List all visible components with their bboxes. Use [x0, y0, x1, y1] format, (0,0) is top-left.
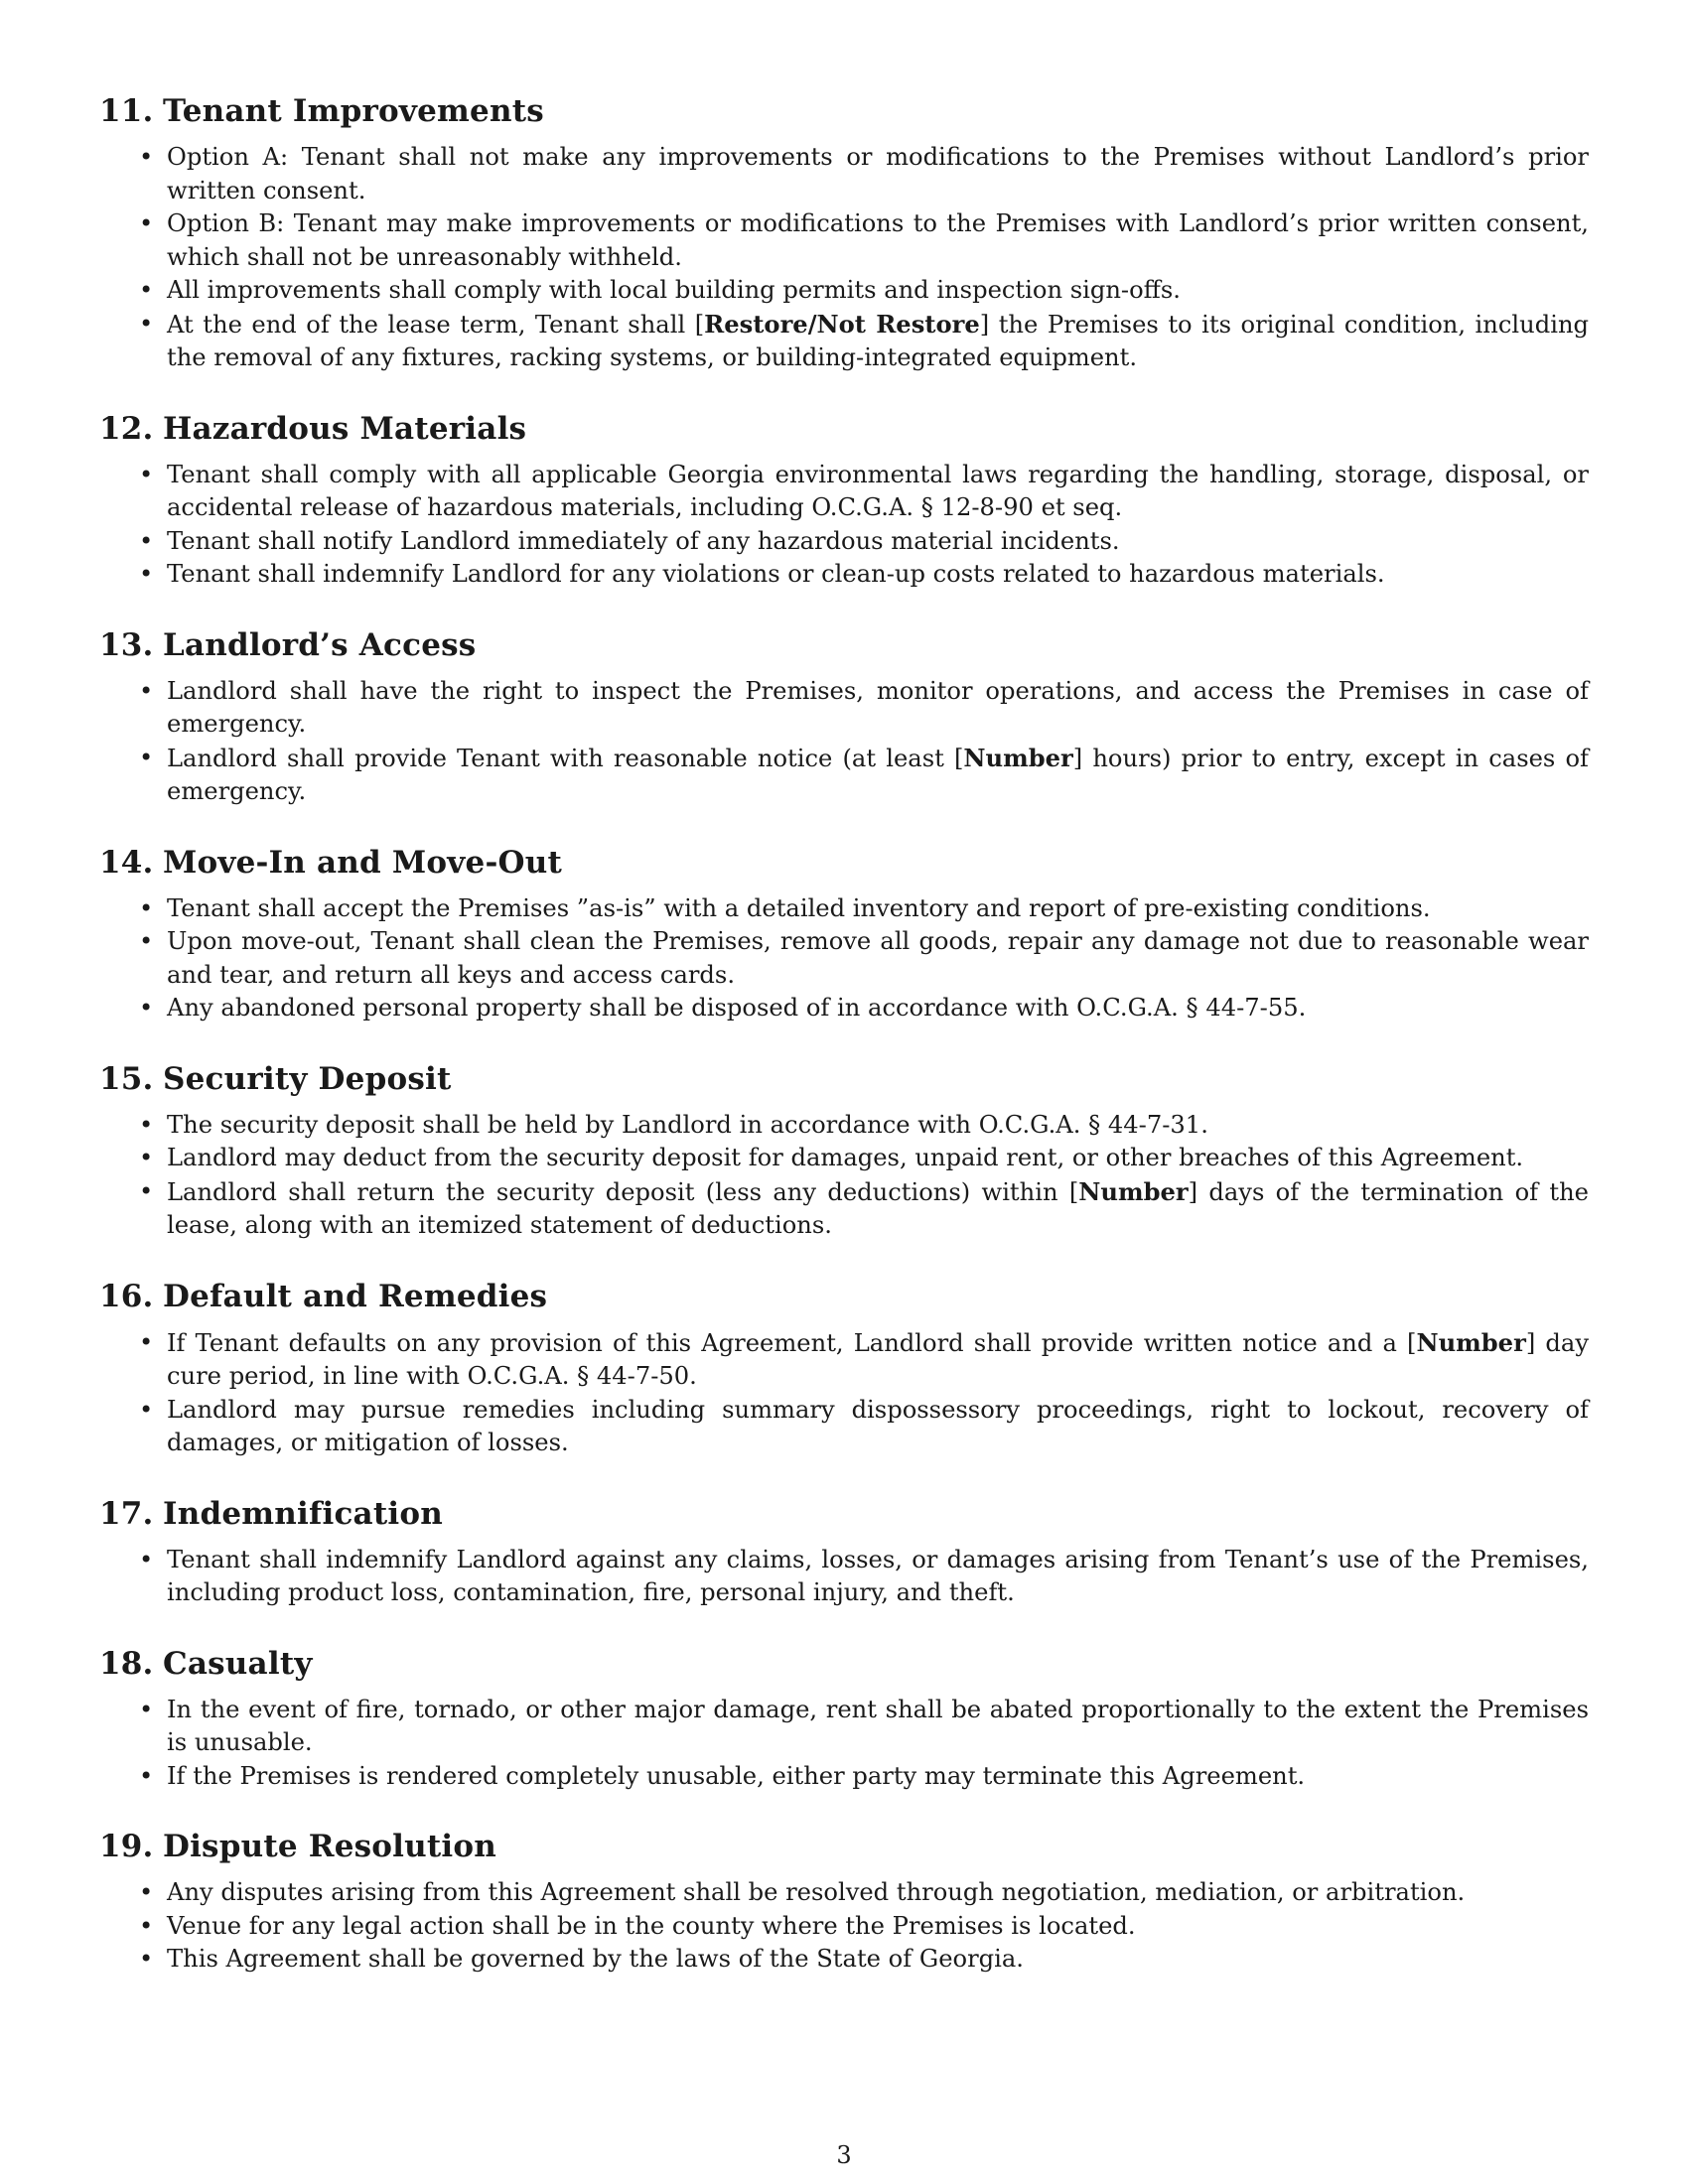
section-number: 17.: [99, 1495, 154, 1532]
section-heading: [99, 1494, 1589, 1534]
bullet-text: Landlord may pursue remedies including summary dispossessory proceedings, right to lockout, recovery of damages, or mitigation of losses.: [167, 1395, 1589, 1456]
section-heading: [99, 1277, 1589, 1316]
bullet-text: Landlord shall provide Tenant with reasonable notice (at least [: [167, 744, 964, 772]
list-item: [99, 1943, 1589, 1977]
bullet-text: Option A: Tenant shall not make any improvements or modifications to the Premises without Landlord’s prior written consent.: [167, 143, 1589, 205]
list-item: [99, 1142, 1589, 1175]
section-heading: [99, 1059, 1589, 1099]
list-item: [99, 1910, 1589, 1944]
list-item: [99, 892, 1589, 926]
bullet-text: Tenant shall indemnify Landlord for any violations or clean-up costs related to hazardous materials.: [167, 560, 1385, 588]
list-item: [99, 141, 1589, 207]
placeholder-field: Number: [1078, 1176, 1189, 1206]
section-heading: [99, 843, 1589, 883]
section-number: 11.: [99, 93, 154, 129]
section-number: 16.: [99, 1278, 154, 1314]
section-title: Casualty: [163, 1645, 313, 1682]
list-item: [99, 925, 1589, 992]
list-item: [99, 1760, 1589, 1794]
bullet-text: Tenant shall comply with all applicable Georgia environmental laws regarding the handling, storage, disposal, or accidental release of hazardous materials, including O.C.G.A. § 12-8-90 et seq.: [167, 460, 1589, 521]
section-number: 12.: [99, 410, 154, 447]
bullet-text: Landlord shall have the right to inspect the Premises, monitor operations, and access the Premises in case of emergency.: [167, 676, 1589, 738]
bullet-text: ] day cure period, in line with O.C.G.A. § 44-7-50.: [167, 1328, 1589, 1390]
section-heading: [99, 409, 1589, 449]
section-heading: [99, 1644, 1589, 1684]
list-item: [99, 675, 1589, 742]
bullet-list: [99, 1109, 1589, 1243]
list-item: [99, 274, 1589, 308]
section-18: [99, 1644, 1589, 1794]
bullet-text: Tenant shall indemnify Landlord against any claims, losses, or damages arising from Tenant’s use of the Premises, including product loss, contamination, fire, personal injury, and theft.: [167, 1545, 1589, 1606]
list-item: [99, 525, 1589, 559]
section-number: 13.: [99, 626, 154, 663]
bullet-text: ] the Premises to its original condition, including the removal of any fixtures, racking systems, or building-integrated equipment.: [167, 310, 1590, 371]
list-item: [99, 1544, 1589, 1610]
list-item: [99, 558, 1589, 592]
list-item: [99, 1876, 1589, 1910]
section-title: Dispute Resolution: [163, 1829, 497, 1864]
section-15: [99, 1059, 1589, 1243]
list-item: [99, 992, 1589, 1025]
bullet-list: [99, 1326, 1589, 1460]
section-19: [99, 1827, 1589, 1977]
section-number: 18.: [99, 1645, 154, 1682]
bullet-list: [99, 675, 1589, 809]
bullet-text: Landlord shall return the security deposit (less any deductions) within [: [167, 1177, 1079, 1206]
section-title: Indemnification: [163, 1495, 443, 1532]
placeholder-field: Restore/Not Restore: [704, 309, 980, 339]
section-number: 14.: [99, 844, 154, 881]
section-16: [99, 1277, 1589, 1460]
section-heading: [99, 1827, 1589, 1866]
page-number: 3: [836, 2141, 852, 2169]
list-item: [99, 1694, 1589, 1760]
list-item: [99, 1326, 1589, 1394]
list-item: [99, 459, 1589, 525]
bullet-list: [99, 141, 1589, 375]
bullet-text: All improvements shall comply with local building permits and inspection sign-offs.: [167, 276, 1181, 304]
section-12: [99, 409, 1589, 592]
section-17: [99, 1494, 1589, 1610]
sections-container: [99, 91, 1589, 1977]
bullet-list: [99, 1544, 1589, 1610]
bullet-list: [99, 459, 1589, 592]
bullet-text: Tenant shall accept the Premises ”as-is” with a detailed inventory and report of pre-existing conditions.: [167, 893, 1431, 922]
list-item: [99, 742, 1589, 809]
section-14: [99, 843, 1589, 1025]
placeholder-field: Number: [963, 743, 1073, 772]
section-title: Security Deposit: [163, 1060, 452, 1097]
bullet-text: If the Premises is rendered completely unusable, either party may terminate this Agreement.: [167, 1761, 1306, 1790]
section-title: Hazardous Materials: [163, 410, 527, 447]
bullet-text: This Agreement shall be governed by the laws of the State of Georgia.: [167, 1945, 1024, 1973]
bullet-list: [99, 1876, 1589, 1977]
bullet-text: Option B: Tenant may make improvements or modifications to the Premises with Landlord’s prior written consent, which shall not be unreasonably withheld.: [167, 209, 1589, 271]
section-heading: [99, 625, 1589, 665]
list-item: [99, 207, 1589, 274]
bullet-text: Venue for any legal action shall be in the county where the Premises is located.: [167, 1911, 1136, 1940]
list-item: [99, 1175, 1589, 1243]
section-title: Move-In and Move-Out: [163, 844, 562, 881]
document-page: [99, 91, 1589, 2010]
list-item: [99, 308, 1589, 375]
section-11: [99, 91, 1589, 375]
section-title: Default and Remedies: [163, 1278, 548, 1314]
section-heading: [99, 91, 1589, 131]
bullet-text: Any disputes arising from this Agreement shall be resolved through negotiation, mediation, or arbitration.: [167, 1878, 1466, 1906]
bullet-text: If Tenant defaults on any provision of this Agreement, Landlord shall provide written notice and a [: [167, 1328, 1417, 1357]
section-title: Landlord’s Access: [163, 626, 477, 663]
section-title: Tenant Improvements: [163, 93, 544, 129]
placeholder-field: Number: [1416, 1327, 1526, 1357]
bullet-list: [99, 1694, 1589, 1794]
bullet-text: At the end of the lease term, Tenant shall [: [167, 310, 705, 339]
list-item: [99, 1109, 1589, 1143]
bullet-text: Tenant shall notify Landlord immediately of any hazardous material incidents.: [167, 526, 1120, 555]
section-number: 19.: [99, 1829, 154, 1864]
bullet-text: Upon move-out, Tenant shall clean the Premises, remove all goods, repair any damage not due to reasonable wear and tear, and return all keys and access cards.: [167, 927, 1589, 989]
section-13: [99, 625, 1589, 809]
bullet-text: Any abandoned personal property shall be disposed of in accordance with O.C.G.A. § 44-7-55.: [167, 994, 1307, 1022]
section-number: 15.: [99, 1060, 154, 1097]
bullet-text: ] days of the termination of the lease, along with an itemized statement of deductions.: [167, 1177, 1589, 1239]
bullet-list: [99, 892, 1589, 1025]
list-item: [99, 1394, 1589, 1460]
bullet-text: ] hours) prior to entry, except in cases of emergency.: [167, 744, 1589, 805]
bullet-text: Landlord may deduct from the security deposit for damages, unpaid rent, or other breaches of this Agreement.: [167, 1144, 1524, 1171]
bullet-text: The security deposit shall be held by Landlord in accordance with O.C.G.A. § 44-7-31.: [167, 1110, 1208, 1139]
bullet-text: In the event of fire, tornado, or other major damage, rent shall be abated proportionally to the extent the Premises is unusable.: [167, 1695, 1589, 1756]
